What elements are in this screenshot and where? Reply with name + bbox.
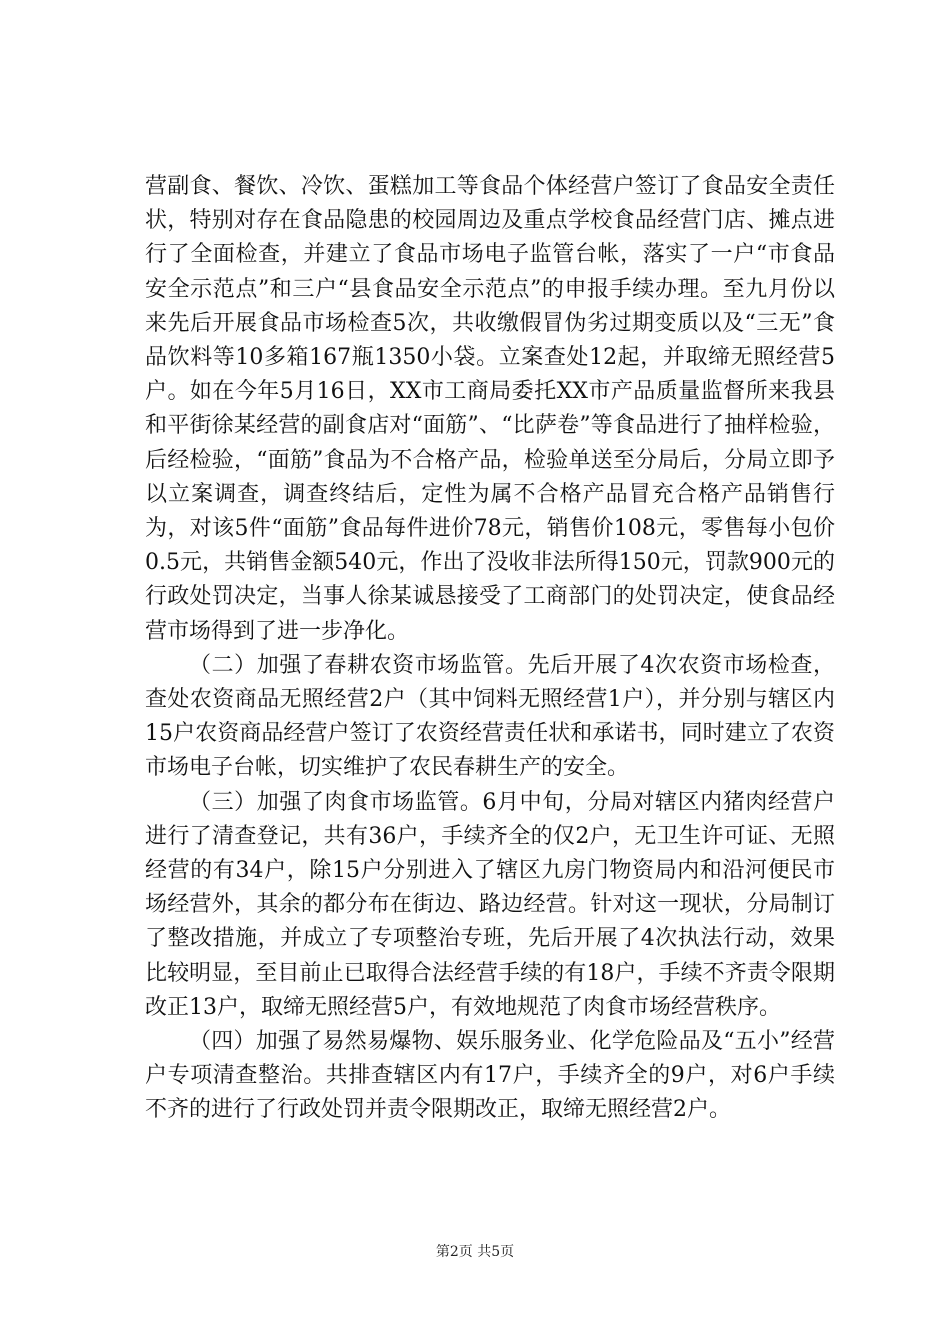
paragraph-meat-market: （三）加强了肉食市场监管。6月中旬，分局对辖区内猪肉经营户进行了清查登记，共有36户，手续齐全的仅2户，无卫生许可证、无照经营的有34户，除15户分别进入了辖区九房门物资局内和沿河便民市场经营外，其余的都分布在街边、路边经营。针对这一现状，分局制订了整改措施，并成立了专项整治专班，先后开展了4次执法行动，效果比较明显，至目前止已取得合法经营手续的有18户，手续不齐责令限期改正13户，取缔无照经营5户，有效地规范了肉食市场经营秩序。 bbox=[145, 789, 835, 1020]
paragraph-food-market: 营副食、餐饮、冷饮、蛋糕加工等食品个体经营户签订了食品安全责任状，特别对存在食品隐患的校园周边及重点学校食品经营门店、摊点进行了全面检查，并建立了食品市场电子监管台帐，落实了一户“市食品安全示范点”和三户“县食品安全示范点”的申报手续办理。至九月份以来先后开展食品市场检查5次，共收缴假冒伪劣过期变质以及“三无”食品饮料等10多箱167瓶1350小袋。立案查处12起，并取缔无照经营5户。如在今年5月16日，XX市工商局委托XX市产品质量监督所来我县和平街徐某经营的副食店对“面筋”、“比萨卷”等食品进行了抽样检验，后经检验，“面筋”食品为不合格产品，检验单送至分局后，分局立即予以立案调查，调查终结后，定性为属不合格产品冒充合格产品销售行为，对该5件“面筋”食品每件进价78元，销售价108元，零售每小包价0.5元，共销售金额540元，作出了没收非法所得150元，罚款900元的行政处罚决定，当事人徐某诚恳接受了工商部门的处罚决定，使食品经营市场得到了进一步净化。 bbox=[145, 174, 835, 644]
body-text bbox=[145, 170, 835, 1128]
page-number-footer: 第2页 共5页 bbox=[435, 1244, 515, 1260]
paragraph-farm-supplies: （二）加强了春耕农资市场监管。先后开展了4次农资市场检查，查处农资商品无照经营2户（其中饲料无照经营1户），并分别与辖区内15户农资商品经营户签订了农资经营责任状和承诺书，同时建立了农资市场电子台帐，切实维护了农民春耕生产的安全。 bbox=[145, 652, 835, 781]
paragraph-hazardous-goods: （四）加强了易然易爆物、娱乐服务业、化学危险品及“五小”经营户专项清查整治。共排查辖区内有17户，手续齐全的9户，对6户手续不齐的进行了行政处罚并责令限期改正，取缔无照经营2户。 bbox=[145, 1029, 835, 1123]
